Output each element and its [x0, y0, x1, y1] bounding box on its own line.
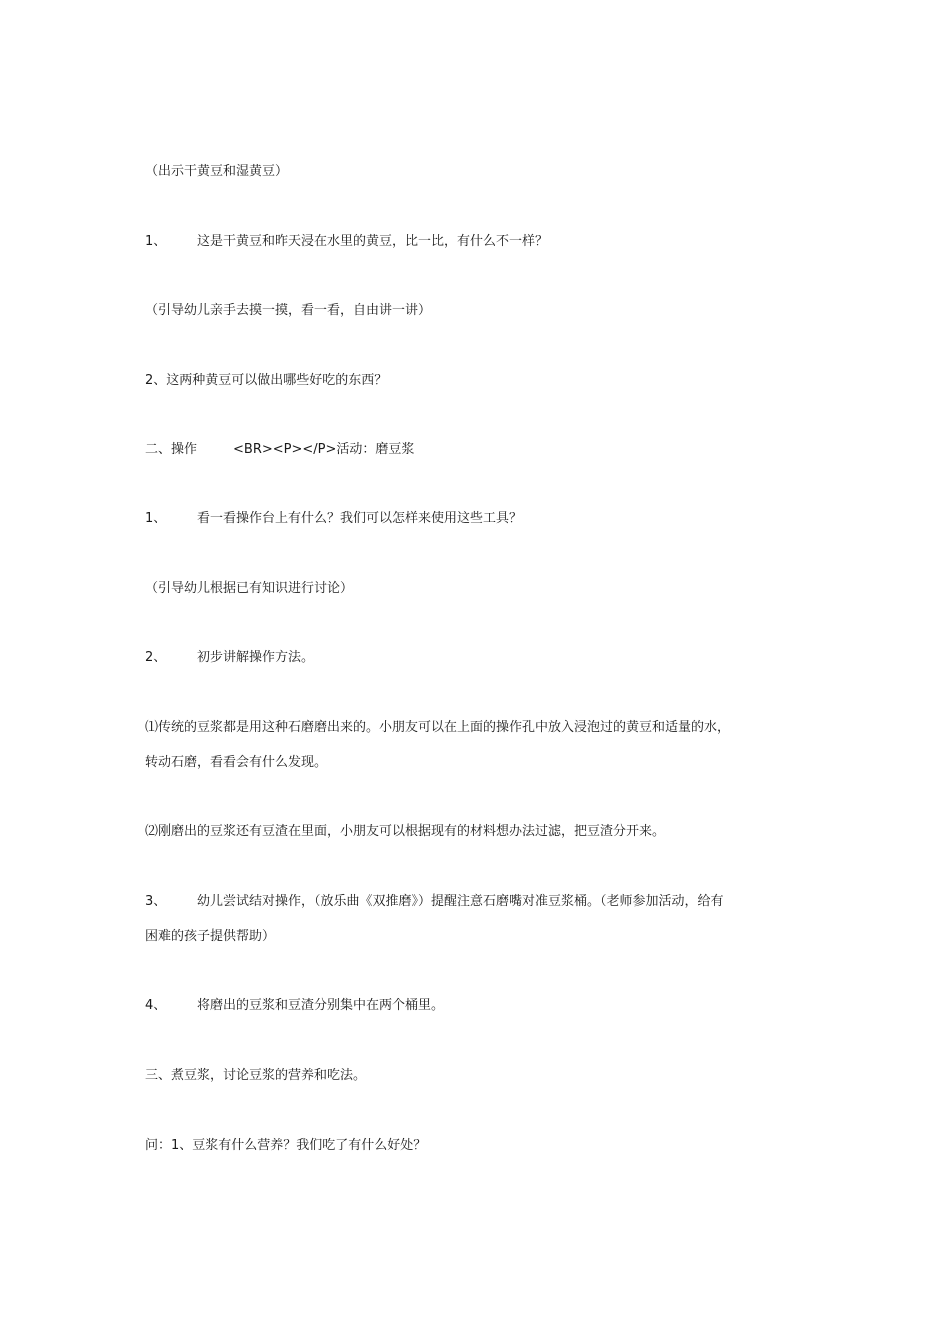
list-number: 4、	[145, 998, 167, 1013]
paragraph-text: 这两种黄豆可以做出哪些好吃的东西？	[166, 373, 388, 388]
paragraph-guide-touch: （引导幼儿亲手去摸一摸，看一看，自由讲一讲）	[145, 303, 432, 318]
paragraph-text: 初步讲解操作方法。	[197, 650, 315, 665]
html-tag-text: <BR><P></P>	[233, 442, 337, 457]
paragraph-guide-discuss: （引导幼儿根据已有知识进行讨论）	[145, 581, 354, 596]
paragraph-method-1-line-2: 转动石磨，看看会有什么发现。	[145, 755, 328, 770]
paragraph-show-beans: （出示干黄豆和湿黄豆）	[145, 164, 289, 179]
list-number: 1、	[145, 234, 167, 249]
paragraph-step-4	[145, 996, 444, 1016]
paragraph-step-3-line-1	[145, 892, 724, 912]
section-heading-boil: 三、煮豆浆，讨论豆浆的营养和吃法。	[145, 1068, 367, 1083]
paragraph-step-1	[145, 509, 522, 529]
paragraph-step-2	[145, 648, 314, 668]
section-heading-prefix: 二、操作	[145, 442, 198, 457]
section-heading-operation	[145, 440, 414, 460]
paragraph-step-3-line-2: 困难的孩子提供帮助）	[145, 929, 276, 944]
paragraph-question-2	[145, 371, 387, 391]
paragraph-method-2: ⑵刚磨出的豆浆还有豆渣在里面，小朋友可以根据现有的材料想办法过滤，把豆渣分开来。	[145, 824, 666, 839]
list-number: 1、	[171, 1138, 193, 1153]
list-number: 3、	[145, 894, 167, 909]
paragraph-text: 幼儿尝试结对操作，（放乐曲《双推磨》）提醒注意石磨嘴对准豆浆桶。（老师参加活动，给有	[197, 894, 724, 909]
question-prefix: 问：	[145, 1138, 172, 1153]
paragraph-text: 看一看操作台上有什么？我们可以怎样来使用这些工具？	[197, 511, 523, 526]
paragraph-method-1-line-1: ⑴传统的豆浆都是用这种石磨磨出来的。小朋友可以在上面的操作孔中放入浸泡过的黄豆和适量的水，	[145, 720, 731, 735]
paragraph-question-nutrition	[145, 1136, 426, 1156]
paragraph-text: 豆浆有什么营养？我们吃了有什么好处？	[192, 1138, 427, 1153]
paragraph-question-1	[145, 232, 548, 252]
section-heading-suffix: 活动：磨豆浆	[336, 442, 415, 457]
paragraph-text: 将磨出的豆浆和豆渣分别集中在两个桶里。	[197, 998, 445, 1013]
paragraph-text: 这是干黄豆和昨天浸在水里的黄豆，比一比，有什么不一样？	[197, 234, 549, 249]
list-number: 2、	[145, 373, 167, 388]
list-number: 1、	[145, 511, 167, 526]
list-number: 2、	[145, 650, 167, 665]
